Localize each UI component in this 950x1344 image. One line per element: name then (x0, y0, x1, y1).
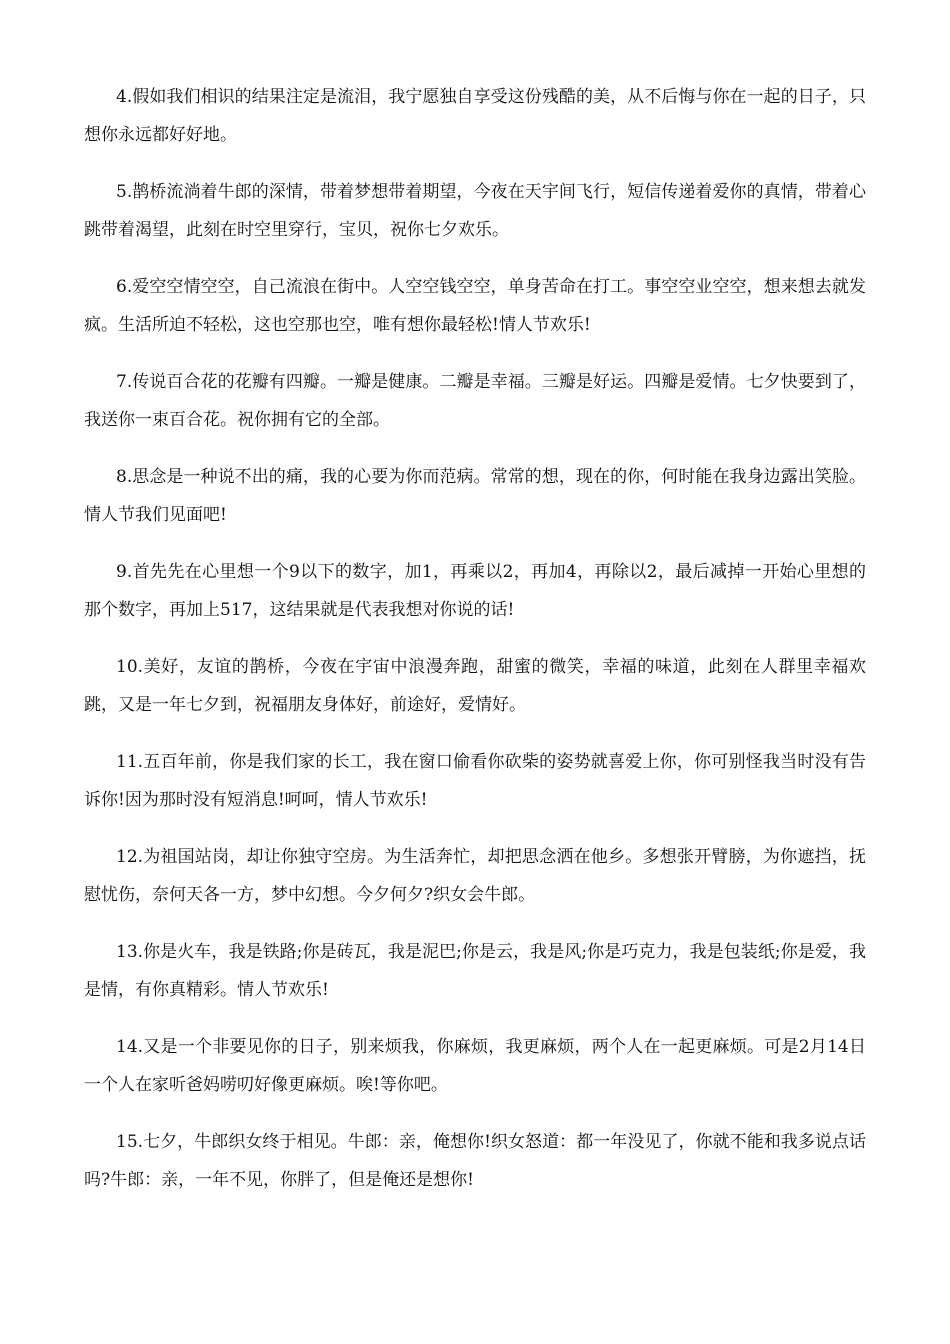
paragraph-11: 11.五百年前，你是我们家的长工，我在窗口偷看你砍柴的姿势就喜爱上你，你可别怪我当时没有告诉你!因为那时没有短消息!呵呵，情人节欢乐! (84, 752, 866, 810)
paragraph-9: 9.首先先在心里想一个9以下的数字，加1，再乘以2，再加4，再除以2，最后减掉一开始心里想的那个数字，再加上517，这结果就是代表我想对你说的话! (84, 562, 866, 620)
paragraph-6: 6.爱空空情空空，自己流浪在街中。人空空钱空空，单身苦命在打工。事空空业空空，想来想去就发疯。生活所迫不轻松，这也空那也空，唯有想你最轻松!情人节欢乐! (84, 277, 866, 335)
paragraph-7: 7.传说百合花的花瓣有四瓣。一瓣是健康。二瓣是幸福。三瓣是好运。四瓣是爱情。七夕快要到了，我送你一束百合花。祝你拥有它的全部。 (84, 372, 866, 430)
paragraph-13: 13.你是火车，我是铁路;你是砖瓦，我是泥巴;你是云，我是风;你是巧克力，我是包装纸;你是爱，我是情，有你真精彩。情人节欢乐! (84, 942, 866, 1000)
paragraph-4: 4.假如我们相识的结果注定是流泪，我宁愿独自享受这份残酷的美，从不后悔与你在一起的日子，只想你永远都好好地。 (84, 87, 866, 145)
paragraph-15: 15.七夕，牛郎织女终于相见。牛郎：亲，俺想你!织女怒道：都一年没见了，你就不能和我多说点话吗?牛郎：亲，一年不见，你胖了，但是俺还是想你! (84, 1132, 866, 1190)
paragraph-10: 10.美好，友谊的鹊桥，今夜在宇宙中浪漫奔跑，甜蜜的微笑，幸福的味道，此刻在人群里幸福欢跳，又是一年七夕到，祝福朋友身体好，前途好，爱情好。 (84, 657, 866, 715)
paragraph-12: 12.为祖国站岗，却让你独守空房。为生活奔忙，却把思念洒在他乡。多想张开臂膀，为你遮挡，抚慰忧伤，奈何天各一方，梦中幻想。今夕何夕?织女会牛郎。 (84, 847, 866, 905)
document-body (84, 78, 866, 1218)
paragraph-5: 5.鹊桥流淌着牛郎的深情，带着梦想带着期望，今夜在天宇间飞行，短信传递着爱你的真情，带着心跳带着渴望，此刻在时空里穿行，宝贝，祝你七夕欢乐。 (84, 182, 866, 240)
paragraph-8: 8.思念是一种说不出的痛，我的心要为你而范病。常常的想，现在的你，何时能在我身边露出笑脸。情人节我们见面吧! (84, 467, 866, 525)
paragraph-14: 14.又是一个非要见你的日子，别来烦我，你麻烦，我更麻烦，两个人在一起更麻烦。可是2月14日一个人在家听爸妈唠叨好像更麻烦。唉!等你吧。 (84, 1037, 866, 1095)
